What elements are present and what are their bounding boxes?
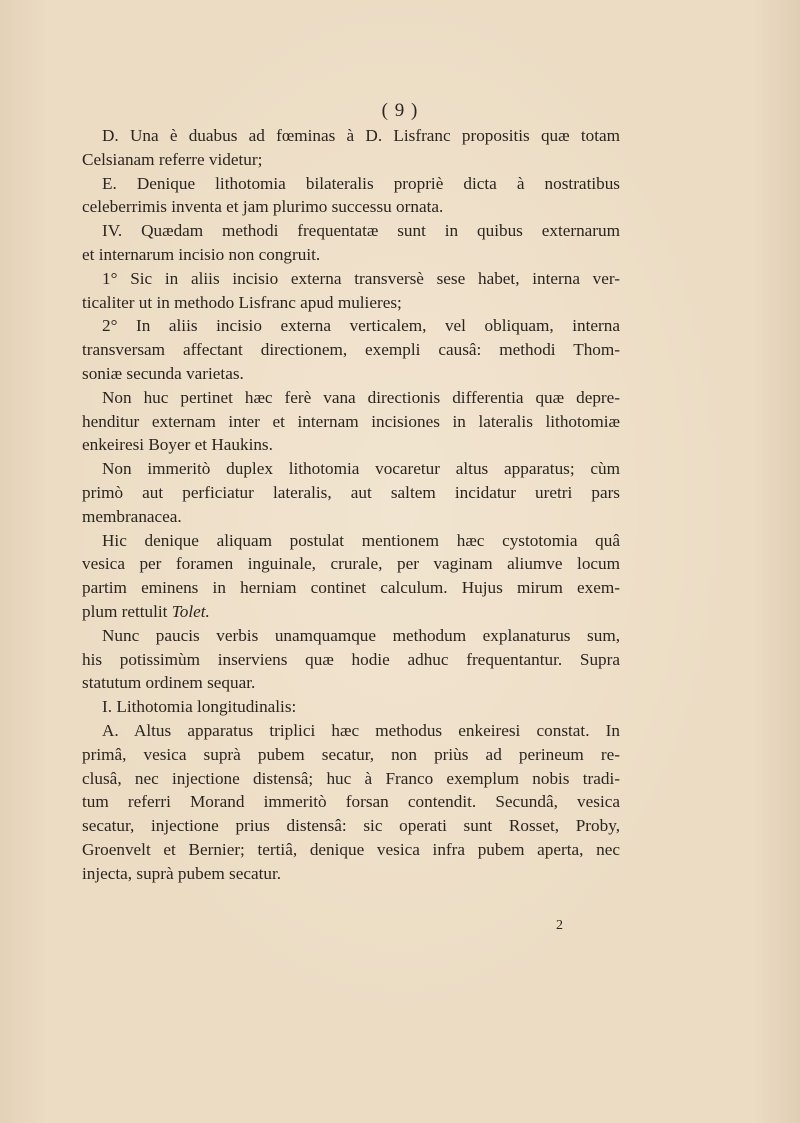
line-text: et internarum incisio non congruit. [82,244,321,264]
text-line [82,600,620,624]
text-line [82,291,620,315]
line-text: transversam affectant directionem, exempli causâ: methodi Thom- [82,340,620,360]
line-text: A. Altus apparatus triplici hæc methodus enkeiresi constat. In [102,720,620,740]
body-text [82,124,620,886]
line-text: enkeiresi Boyer et Haukins. [82,435,273,455]
line-text: partim eminens in herniam continet calculum. Hujus mirum exem- [82,578,620,598]
line-text: plum rettulit [82,601,172,621]
line-text: his potissimùm inserviens quæ hodie adhuc frequentantur. Supra [82,649,620,669]
line-text: E. Denique lithotomia bilateralis propriè dicta à nostratibus [102,173,620,193]
line-text: henditur externam inter et internam incisiones in lateralis lithotomiæ [82,411,620,431]
line-text: statutum ordinem sequar. [82,673,256,693]
text-line [82,814,620,838]
line-text: D. Una è duabus ad fœminas à D. Lisfranc propositis quæ totam [102,126,620,145]
text-line [82,172,620,196]
text-line [82,719,620,743]
text-line [82,552,620,576]
text-line [82,481,620,505]
line-text: celeberrimis inventa et jam plurimo successu ornata. [82,197,444,217]
text-line [82,505,620,529]
text-line [82,410,620,434]
line-text: vesica per foramen inguinale, crurale, per vaginam aliumve locum [82,554,620,574]
line-text: ticaliter ut in methodo Lisfranc apud mulieres; [82,292,402,312]
line-text: Celsianam referre videtur; [82,149,263,169]
text-line [82,767,620,791]
line-text: IV. Quædam methodi frequentatæ sunt in quibus externarum [102,221,620,241]
text-line [82,790,620,814]
italic-reference: Tolet. [171,601,210,621]
line-text: injecta, suprà pubem secatur. [82,863,282,883]
text-line [82,338,620,362]
text-line [82,695,620,719]
text-line [82,124,620,148]
text-line [82,386,620,410]
text-line [82,314,620,338]
text-line [82,624,620,648]
line-text: Non huc pertinet hæc ferè vana directionis differentia quæ depre- [102,387,620,407]
line-text: tum referri Morand immeritò forsan contendit. Secundâ, vesica [82,792,620,812]
line-text: primâ, vesica suprà pubem secatur, non priùs ad perineum re- [82,744,620,764]
line-text: Hic denique aliquam postulat mentionem hæc cystotomia quâ [102,530,620,550]
line-text: clusâ, nec injectione distensâ; huc à Franco exemplum nobis tradi- [82,768,620,788]
line-text: Groenvelt et Bernier; tertiâ, denique vesica infra pubem aperta, nec [82,839,620,859]
text-line [82,195,620,219]
line-text: Nunc paucis verbis unamquamque methodum explanaturus sum, [102,625,620,645]
text-line [82,862,620,886]
text-line [82,267,620,291]
text-line [82,433,620,457]
text-line [82,243,620,267]
line-text: 1° Sic in aliis incisio externa transversè sese habet, interna ver- [102,268,620,288]
text-line [82,457,620,481]
text-line [82,743,620,767]
line-text: primò aut perficiatur lateralis, aut saltem incidatur uretri pars [82,482,620,502]
line-text: membranacea. [82,506,182,526]
text-line [82,671,620,695]
text-line [82,529,620,553]
text-line [82,648,620,672]
line-text: 2° In aliis incisio externa verticalem, vel obliquam, interna [102,316,620,336]
text-line [82,362,620,386]
signature-mark: 2 [556,918,563,933]
text-line [82,148,620,172]
page-number: ( 9 ) [381,100,419,121]
line-text: I. Lithotomia longitudinalis: [102,697,297,717]
line-text: Non immeritò duplex lithotomia vocaretur altus apparatus; cùm [102,459,620,479]
text-line [82,219,620,243]
text-line [82,576,620,600]
line-text: secatur, injectione prius distensâ: sic operati sunt Rosset, Proby, [82,816,620,836]
line-text: soniæ secunda varietas. [82,363,244,383]
text-line [82,838,620,862]
